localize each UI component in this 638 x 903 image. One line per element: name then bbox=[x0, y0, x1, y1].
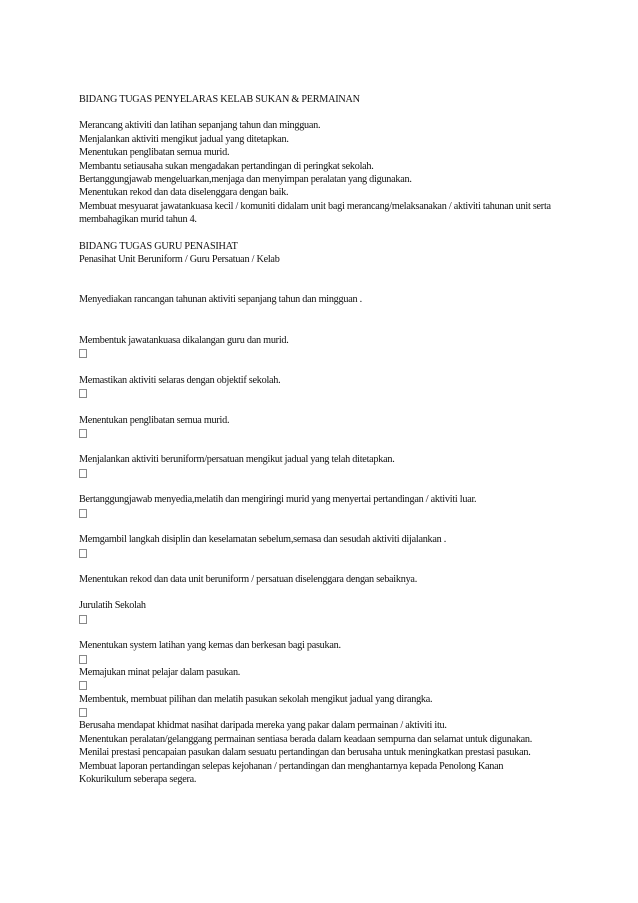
missing-glyph-box-icon bbox=[79, 655, 87, 664]
body-line: Menjalankan aktiviti mengikut jadual yang ditetapkan. bbox=[79, 133, 289, 145]
missing-glyph-box-icon bbox=[79, 389, 87, 398]
body-line: Menentukan penglibatan semua murid. bbox=[79, 147, 230, 159]
list-item: Menentukan penglibatan semua murid. bbox=[79, 414, 230, 426]
list-item: Memgambil langkah disiplin dan keselamatan sebelum,semasa dan sesudah aktiviti dijalankan . bbox=[79, 533, 447, 545]
list-item: Berusaha mendapat khidmat nasihat daripada mereka yang pakar dalam permainan / aktiviti itu. bbox=[79, 720, 447, 732]
missing-glyph-box-icon bbox=[79, 615, 87, 624]
list-item: Menentukan rekod dan data unit beruniform / persatuan diselenggara dengan sebaiknya. bbox=[79, 573, 417, 585]
list-item: Menjalankan aktiviti beruniform/persatuan mengikut jadual yang telah ditetapkan. bbox=[79, 454, 395, 466]
body-line: Menilai prestasi pencapaian pasukan dalam sesuatu pertandingan dan berusaha untuk meningkatkan prestasi pasukan. bbox=[79, 747, 531, 759]
missing-glyph-box-icon bbox=[79, 469, 87, 478]
body-line: Bertanggungjawab mengeluarkan,menjaga dan menyimpan peralatan yang digunakan. bbox=[79, 174, 412, 186]
document-body bbox=[79, 93, 579, 786]
section-subtitle: Penasihat Unit Beruniform / Guru Persatuan / Kelab bbox=[79, 254, 280, 266]
list-item: Bertanggungjawab menyedia,melatih dan mengiringi murid yang menyertai pertandingan / aktiviti luar. bbox=[79, 494, 477, 506]
list-item: Memastikan aktiviti selaras dengan objektif sekolah. bbox=[79, 374, 281, 386]
body-line: Membantu setiausaha sukan mengadakan pertandingan di peringkat sekolah. bbox=[79, 160, 374, 172]
missing-glyph-box-icon bbox=[79, 708, 87, 717]
section-title-penyelaras: BIDANG TUGAS PENYELARAS KELAB SUKAN & PERMAINAN bbox=[79, 94, 360, 105]
section-title-guru-penasihat: BIDANG TUGAS GURU PENASIHAT bbox=[79, 240, 238, 252]
missing-glyph-box-icon bbox=[79, 509, 87, 518]
body-line: Membuat laporan pertandingan selepas kejohanan / pertandingan dan menghantarnya kepada Penolong Kanan Kokurikulum seberapa segera. bbox=[79, 760, 504, 786]
missing-glyph-box-icon bbox=[79, 429, 87, 438]
missing-glyph-box-icon bbox=[79, 349, 87, 358]
list-item: Membentuk jawatankuasa dikalangan guru dan murid. bbox=[79, 334, 289, 346]
body-line: Merancang aktiviti dan latihan sepanjang tahun dan mingguan. bbox=[79, 120, 321, 132]
list-item: Menyediakan rancangan tahunan aktiviti sepanjang tahun dan mingguan . bbox=[79, 294, 362, 306]
list-item: Memajukan minat pelajar dalam pasukan. bbox=[79, 666, 241, 678]
missing-glyph-box-icon bbox=[79, 549, 87, 558]
body-line: Menentukan rekod dan data diselenggara dengan baik. bbox=[79, 187, 289, 199]
missing-glyph-box-icon bbox=[79, 681, 87, 690]
section-title-jurulatih: Jurulatih Sekolah bbox=[79, 600, 146, 612]
list-item: Membentuk, membuat pilihan dan melatih pasukan sekolah mengikut jadual yang dirangka. bbox=[79, 693, 433, 705]
list-item: Menentukan system latihan yang kemas dan berkesan bagi pasukan. bbox=[79, 639, 341, 651]
body-line: Menentukan peralatan/gelanggang permainan sentiasa berada dalam keadaan sempurna dan selamat untuk digunakan. bbox=[79, 733, 533, 745]
body-line: Membuat mesyuarat jawatankuasa kecil / komuniti didalam unit bagi merancang/melaksanakan / aktiviti tahunan unit serta membahagikan murid tahun 4. bbox=[79, 200, 551, 226]
